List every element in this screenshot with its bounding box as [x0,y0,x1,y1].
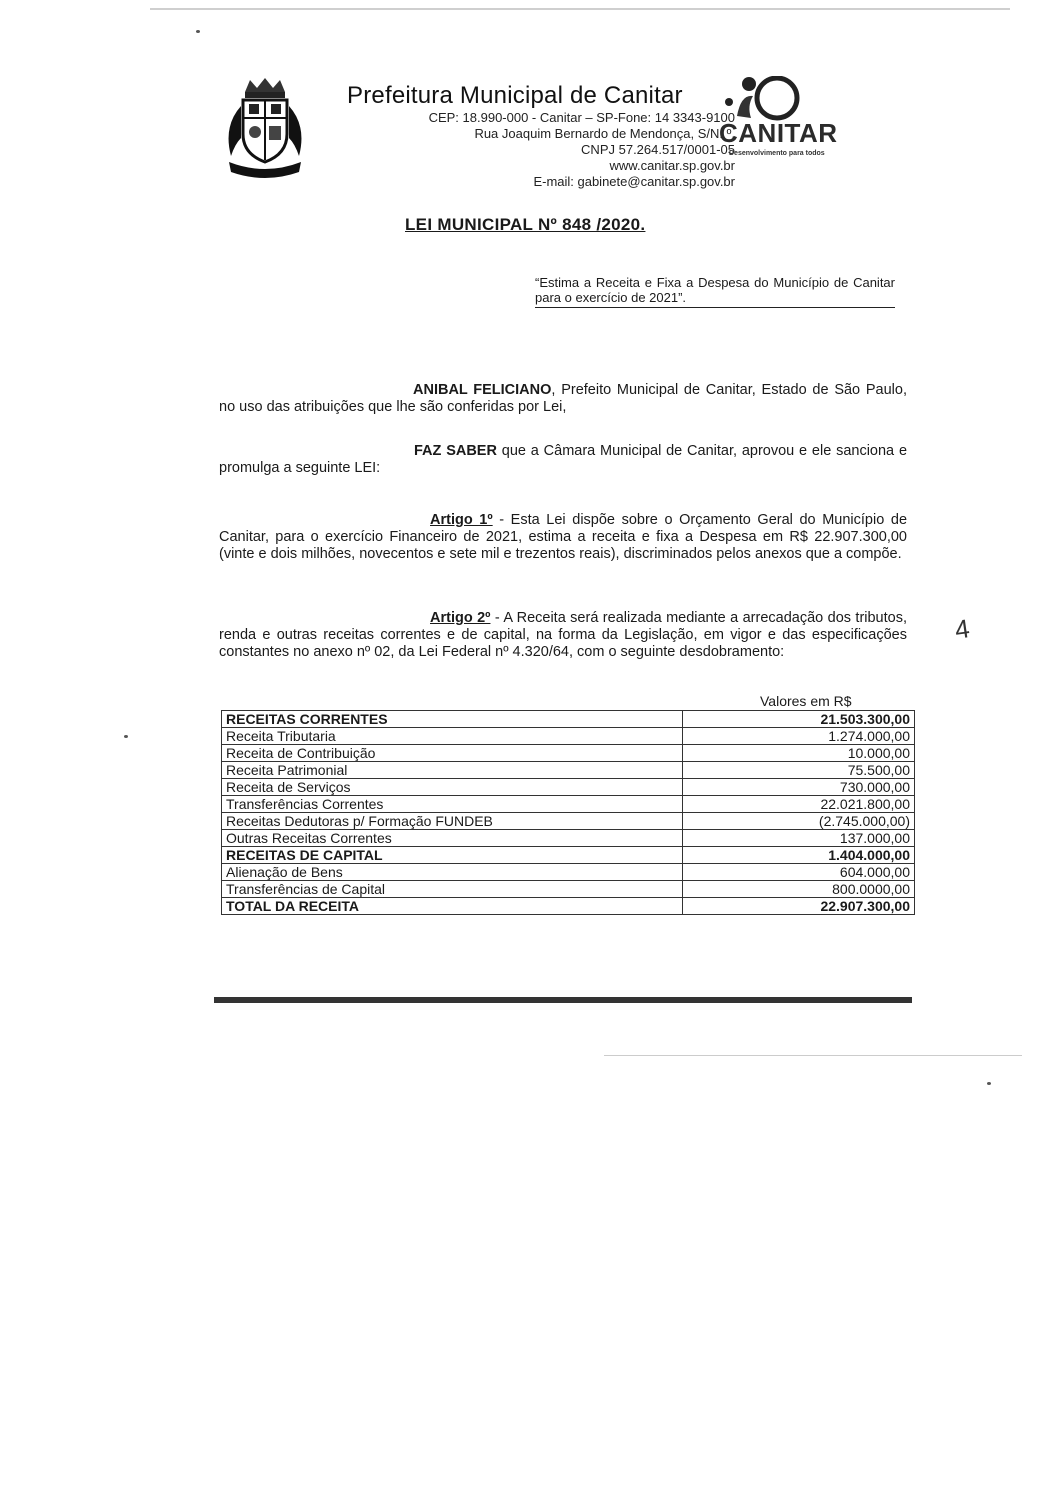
preamble-paragraph [219,382,907,416]
enactment-text: que a Câmara Municipal de Canitar, aprovou e ele sanciona e promulga a seguinte LEI: [219,443,908,476]
table-row [222,830,915,847]
scan-speck [987,1082,991,1085]
revenue-value-cell: 730.000,00 [683,779,915,796]
table-row [222,813,915,830]
revenue-value-cell: 1.274.000,00 [683,728,915,745]
revenue-value-cell: 137.000,00 [683,830,915,847]
revenue-label-cell: RECEITAS DE CAPITAL [222,847,683,864]
revenue-label-cell: RECEITAS CORRENTES [222,711,683,728]
canitar-logo [707,76,867,176]
table-row [222,779,915,796]
table-row [222,881,915,898]
table-row [222,898,915,915]
scan-edge-line [150,8,1010,10]
scan-speck [196,30,200,33]
article-1 [219,512,907,563]
article-2 [219,610,907,661]
revenue-value-cell: 800.0000,00 [683,881,915,898]
revenue-value-cell: 22.021.800,00 [683,796,915,813]
revenue-label-cell: Receitas Dedutoras p/ Formação FUNDEB [222,813,683,830]
revenue-value-cell: 75.500,00 [683,762,915,779]
revenue-value-cell: 21.503.300,00 [683,711,915,728]
revenue-label-cell: Transferências de Capital [222,881,683,898]
prefeitura-title: Prefeitura Municipal de Canitar [347,82,683,109]
footer-rule [214,997,912,1003]
table-row [222,796,915,813]
article-2-text: - A Receita será realizada mediante a arrecadação dos tributos, renda e outras receitas correntes e de capital, na forma da Legislação, em vigor e das especificações constantes no anexo nº 02, da Lei Federal nº 4.320/64, com o seguinte desdobramento: [219,610,907,660]
revenue-label-cell: Receita Patrimonial [222,762,683,779]
letterhead [215,72,875,197]
table-row [222,728,915,745]
revenue-value-cell: 1.404.000,00 [683,847,915,864]
revenue-label-cell: Outras Receitas Correntes [222,830,683,847]
logo-tagline: Desenvolvimento para todos [729,150,825,157]
article-1-label: Artigo 1º [430,512,493,528]
revenue-value-cell: (2.745.000,00) [683,813,915,830]
municipal-coat-of-arms-icon [215,72,315,184]
revenue-label-cell: Receita Tributaria [222,728,683,745]
handwritten-page-mark: 4 [952,613,972,645]
logo-wordmark: CANITAR [719,118,838,148]
scan-speck [124,735,128,738]
email-line: E-mail: gabinete@canitar.sp.gov.br [533,174,735,189]
table-row [222,711,915,728]
revenue-label-cell: Receita de Contribuição [222,745,683,762]
revenue-value-cell: 22.907.300,00 [683,898,915,915]
revenue-label-cell: Alienação de Bens [222,864,683,881]
law-title: LEI MUNICIPAL Nº 848 /2020. [405,215,646,234]
preamble-text: , Prefeito Municipal de Canitar, Estado de São Paulo, no uso das atribuições que lhe são conferidas por Lei, [219,382,907,415]
article-1-text: - Esta Lei dispõe sobre o Orçamento Geral do Município de Canitar, para o exercício Financeiro de 2021, estima a receita e fixa a Despesa em R$ 22.907.300,00 (vinte e dois milhões, novecentos e sete mil e trezentos reais), discriminados pelos anexos que a compõe. [219,512,908,562]
address-line: CEP: 18.990-000 - Canitar – SP-Fone: 14 3343-9100 [428,110,735,125]
revenue-label-cell: TOTAL DA RECEITA [222,898,683,915]
table-row [222,864,915,881]
revenue-label-cell: Transferências Correntes [222,796,683,813]
revenue-label-cell: Receita de Serviços [222,779,683,796]
values-column-header: Valores em R$ [760,693,852,709]
enactment-paragraph [219,443,907,477]
table-row [222,745,915,762]
revenue-table [221,710,915,915]
table-row [222,762,915,779]
cnpj-line: CNPJ 57.264.517/0001-05 [581,142,735,157]
website-line: www.canitar.sp.gov.br [609,158,735,173]
table-row [222,847,915,864]
revenue-value-cell: 10.000,00 [683,745,915,762]
law-summary: “Estima a Receita e Fixa a Despesa do Município de Canitar para o exercício de 2021”. [535,275,895,308]
article-2-label: Artigo 2º [430,610,491,626]
faz-saber-lead: FAZ SABER [414,443,497,459]
revenue-value-cell: 604.000,00 [683,864,915,881]
faint-scan-line [604,1055,1022,1056]
mayor-name: ANIBAL FELICIANO [413,382,552,398]
address-line: Rua Joaquim Bernardo de Mendonça, S/N. º. [474,126,735,141]
logo-figure-icon [707,76,867,124]
